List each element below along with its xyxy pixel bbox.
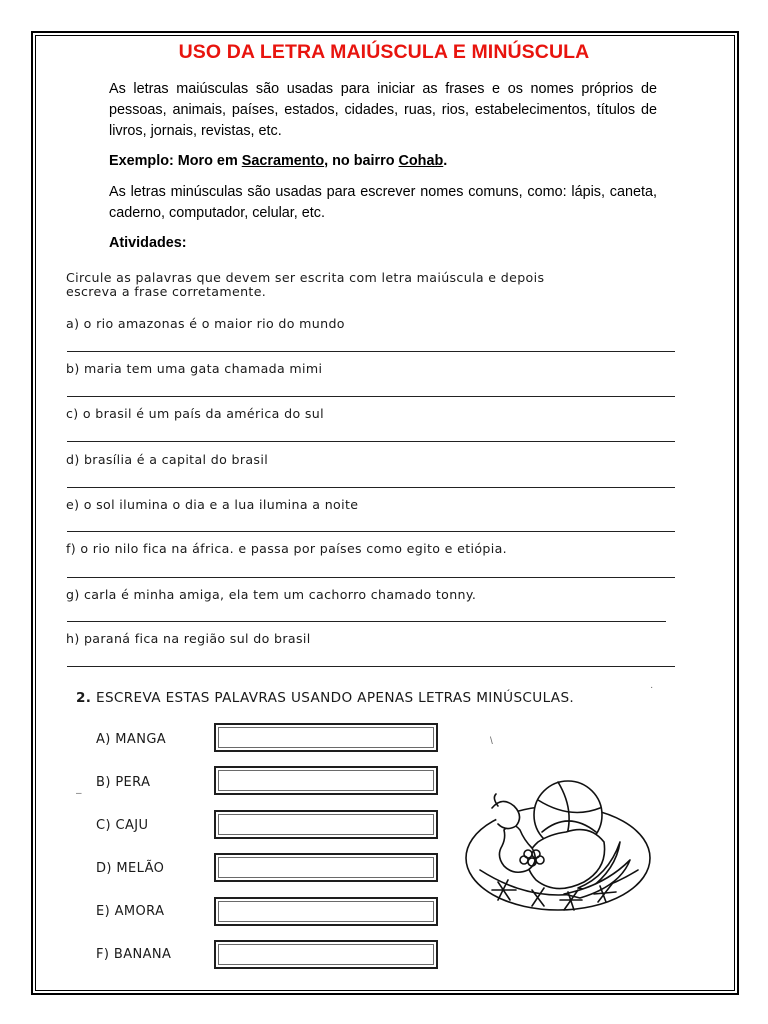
example-word-sacramento: Sacramento (241, 153, 325, 169)
exercise1-item-h: h) paraná fica na região sul do brasil (66, 631, 311, 646)
answer-line-e[interactable] (67, 531, 675, 532)
exercise1-item-g: g) carla é minha amiga, ela tem um cachorro chamado tonny. (66, 587, 477, 602)
intro-paragraph-lowercase: As letras minúsculas são usadas para escrever nomes comuns, como: lápis, caneta, caderno, computador, celular, etc. (109, 184, 657, 221)
activities-heading: Atividades: (109, 235, 187, 251)
answer-line-g[interactable] (67, 621, 666, 622)
answer-line-c[interactable] (67, 441, 675, 442)
answer-box-pera[interactable] (214, 766, 438, 795)
example-end: . (443, 153, 448, 169)
exercise1-item-a: a) o rio amazonas é o maior rio do mundo (66, 316, 345, 331)
answer-line-a[interactable] (67, 351, 675, 352)
cashew-icon (492, 801, 520, 828)
fruit-basket-icon (458, 770, 658, 920)
exercise2-instruction (76, 690, 574, 706)
word-label-manga: A) MANGA (96, 732, 167, 747)
answer-box-amora[interactable] (214, 897, 438, 926)
exercise1-instruction-line1: Circule as palavras que devem ser escrita com letra maiúscula e depois (66, 270, 545, 285)
answer-line-d[interactable] (67, 487, 675, 488)
exercise1-item-f: f) o rio nilo fica na áfrica. e passa por países como egito e etiópia. (66, 541, 508, 556)
answer-box-banana[interactable] (214, 940, 438, 969)
answer-box-manga[interactable] (214, 723, 438, 752)
example-prefix: Exemplo: Moro em (109, 153, 242, 169)
exercise1-item-d: d) brasília é a capital do brasil (66, 452, 269, 467)
example-word-cohab: Cohab (398, 153, 444, 169)
exercise1-instruction-line2: escreva a frase corretamente. (66, 284, 267, 299)
exercise2-instruction-text: ESCREVA ESTAS PALAVRAS USANDO APENAS LETRAS MINÚSCULAS. (96, 690, 575, 706)
answer-line-b[interactable] (67, 396, 675, 397)
page-title: USO DA LETRA MAIÚSCULA E MINÚSCULA (178, 41, 590, 63)
answer-box-melao[interactable] (214, 853, 438, 882)
example-middle: , no bairro (324, 153, 399, 169)
answer-line-h[interactable] (67, 666, 675, 667)
intro-paragraph-uppercase: As letras maiúsculas são usadas para iniciar as frases e os nomes próprios de pessoas, animais, países, estados, cidades, ruas, rios, estabelecimentos, títulos de livros, jornais, revistas, etc. (109, 81, 657, 139)
exercise1-item-e: e) o sol ilumina o dia e a lua ilumina a noite (66, 497, 359, 512)
answer-box-caju[interactable] (214, 810, 438, 839)
exercise1-item-c: c) o brasil é um país da américa do sul (66, 406, 324, 421)
exercise2-number: 2. (76, 690, 92, 706)
scan-mark: – (76, 788, 82, 799)
word-label-pera: B) PERA (96, 775, 151, 790)
word-label-amora: E) AMORA (96, 904, 165, 919)
answer-line-f[interactable] (67, 577, 675, 578)
word-label-melao: D) MELÃO (96, 861, 165, 876)
exercise1-item-b: b) maria tem uma gata chamada mimi (66, 361, 323, 376)
scan-mark: \ (490, 736, 493, 747)
word-label-caju: C) CAJU (96, 818, 149, 833)
exercise1-instruction (66, 271, 544, 299)
word-label-banana: F) BANANA (96, 947, 172, 962)
example-sentence (109, 151, 657, 172)
scan-mark: · (650, 682, 654, 693)
